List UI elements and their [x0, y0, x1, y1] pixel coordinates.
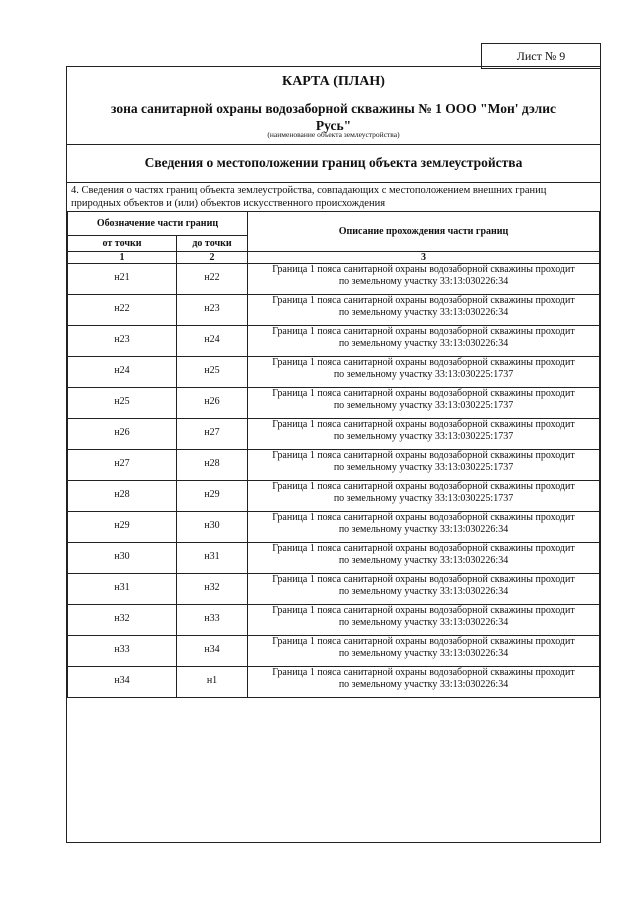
boundary-description	[248, 605, 600, 636]
description-line-1: Граница 1 пояса санитарной охраны водозаборной скважины проходит	[272, 512, 575, 523]
description-line-1: Граница 1 пояса санитарной охраны водозаборной скважины проходит	[272, 357, 575, 368]
from-point: н29	[68, 512, 177, 543]
table-row	[68, 605, 600, 636]
to-point: н33	[177, 605, 248, 636]
from-point: н33	[68, 636, 177, 667]
to-point: н1	[177, 667, 248, 698]
from-point: н30	[68, 543, 177, 574]
description-line-1: Граница 1 пояса санитарной охраны водозаборной скважины проходит	[272, 419, 575, 430]
description-line-1: Граница 1 пояса санитарной охраны водозаборной скважины проходит	[272, 450, 575, 461]
object-name-note: (наименование объекта землеустройства)	[267, 130, 400, 139]
to-point: н23	[177, 295, 248, 326]
table-row	[68, 543, 600, 574]
column-number-2: 2	[177, 252, 248, 264]
description-line-2: по земельному участку 33:13:030226:34	[338, 338, 509, 349]
header-from-point: от точки	[68, 236, 177, 252]
header-designation: Обозначение части границ	[68, 212, 248, 236]
to-point: н34	[177, 636, 248, 667]
column-number-3: 3	[248, 252, 600, 264]
intro-text: 4. Сведения о частях границ объекта землеустройства, совпадающих с местоположением внешних границ природных объектов и (или) объектов искусственного происхождения	[71, 185, 547, 209]
table-row	[68, 450, 600, 481]
description-line-2: по земельному участку 33:13:030226:34	[338, 524, 509, 535]
table-row	[68, 574, 600, 605]
to-point: н26	[177, 388, 248, 419]
table-row	[68, 264, 600, 295]
table-row	[68, 512, 600, 543]
description-line-1: Граница 1 пояса санитарной охраны водозаборной скважины проходит	[272, 574, 575, 585]
boundary-description	[248, 667, 600, 698]
to-point: н32	[177, 574, 248, 605]
section-title: Сведения о местоположении границ объекта землеустройства	[67, 144, 600, 183]
to-point: н29	[177, 481, 248, 512]
column-number-1: 1	[68, 252, 177, 264]
header-description: Описание прохождения части границ	[248, 212, 600, 252]
from-point: н27	[68, 450, 177, 481]
from-point: н31	[68, 574, 177, 605]
description-line-2: по земельному участку 33:13:030225:1737	[333, 462, 514, 473]
description-line-2: по земельному участку 33:13:030226:34	[338, 586, 509, 597]
boundary-description	[248, 636, 600, 667]
from-point: н28	[68, 481, 177, 512]
boundary-description	[248, 295, 600, 326]
description-line-1: Граница 1 пояса санитарной охраны водозаборной скважины проходит	[272, 264, 575, 275]
header-to-point: до точки	[177, 236, 248, 252]
table-row	[68, 481, 600, 512]
boundary-table	[67, 211, 600, 698]
from-point: н25	[68, 388, 177, 419]
to-point: н22	[177, 264, 248, 295]
table-row	[68, 295, 600, 326]
from-point: н23	[68, 326, 177, 357]
description-line-2: по земельному участку 33:13:030225:1737	[333, 400, 514, 411]
to-point: н27	[177, 419, 248, 450]
from-point: н34	[68, 667, 177, 698]
from-point: н21	[68, 264, 177, 295]
boundary-description	[248, 512, 600, 543]
to-point: н31	[177, 543, 248, 574]
description-line-2: по земельному участку 33:13:030226:34	[338, 679, 509, 690]
from-point: н24	[68, 357, 177, 388]
to-point: н24	[177, 326, 248, 357]
map-title: КАРТА (ПЛАН)	[282, 74, 385, 89]
boundary-description	[248, 264, 600, 295]
description-line-1: Граница 1 пояса санитарной охраны водозаборной скважины проходит	[272, 481, 575, 492]
table-row	[68, 357, 600, 388]
description-line-2: по земельному участку 33:13:030225:1737	[333, 493, 514, 504]
boundary-description	[248, 326, 600, 357]
description-line-2: по земельному участку 33:13:030226:34	[338, 648, 509, 659]
from-point: н22	[68, 295, 177, 326]
table-row	[68, 388, 600, 419]
description-line-1: Граница 1 пояса санитарной охраны водозаборной скважины проходит	[272, 605, 575, 616]
table-row	[68, 326, 600, 357]
description-line-2: по земельному участку 33:13:030226:34	[338, 555, 509, 566]
boundary-description	[248, 388, 600, 419]
sheet-number: Лист № 9	[516, 48, 566, 63]
description-line-1: Граница 1 пояса санитарной охраны водозаборной скважины проходит	[272, 636, 575, 647]
boundary-description	[248, 450, 600, 481]
description-line-1: Граница 1 пояса санитарной охраны водозаборной скважины проходит	[272, 667, 575, 678]
table-row	[68, 667, 600, 698]
description-line-2: по земельному участку 33:13:030226:34	[338, 307, 509, 318]
description-line-1: Граница 1 пояса санитарной охраны водозаборной скважины проходит	[272, 543, 575, 554]
description-line-2: по земельному участку 33:13:030225:1737	[333, 369, 514, 380]
to-point: н28	[177, 450, 248, 481]
description-line-2: по земельному участку 33:13:030226:34	[338, 617, 509, 628]
from-point: н32	[68, 605, 177, 636]
to-point: н30	[177, 512, 248, 543]
boundary-description	[248, 357, 600, 388]
description-line-1: Граница 1 пояса санитарной охраны водозаборной скважины проходит	[272, 326, 575, 337]
object-name: зона санитарной охраны водозаборной скважины № 1 ООО "Мон' дэлис Русь"	[111, 101, 556, 133]
description-line-2: по земельному участку 33:13:030226:34	[338, 276, 509, 287]
map-header	[67, 67, 600, 145]
description-line-1: Граница 1 пояса санитарной охраны водозаборной скважины проходит	[272, 388, 575, 399]
from-point: н26	[68, 419, 177, 450]
document-frame	[66, 66, 601, 843]
description-line-2: по земельному участку 33:13:030225:1737	[333, 431, 514, 442]
table-row	[68, 419, 600, 450]
description-line-1: Граница 1 пояса санитарной охраны водозаборной скважины проходит	[272, 295, 575, 306]
boundary-description	[248, 543, 600, 574]
boundary-description	[248, 419, 600, 450]
boundary-description	[248, 574, 600, 605]
boundary-description	[248, 481, 600, 512]
to-point: н25	[177, 357, 248, 388]
table-row	[68, 636, 600, 667]
